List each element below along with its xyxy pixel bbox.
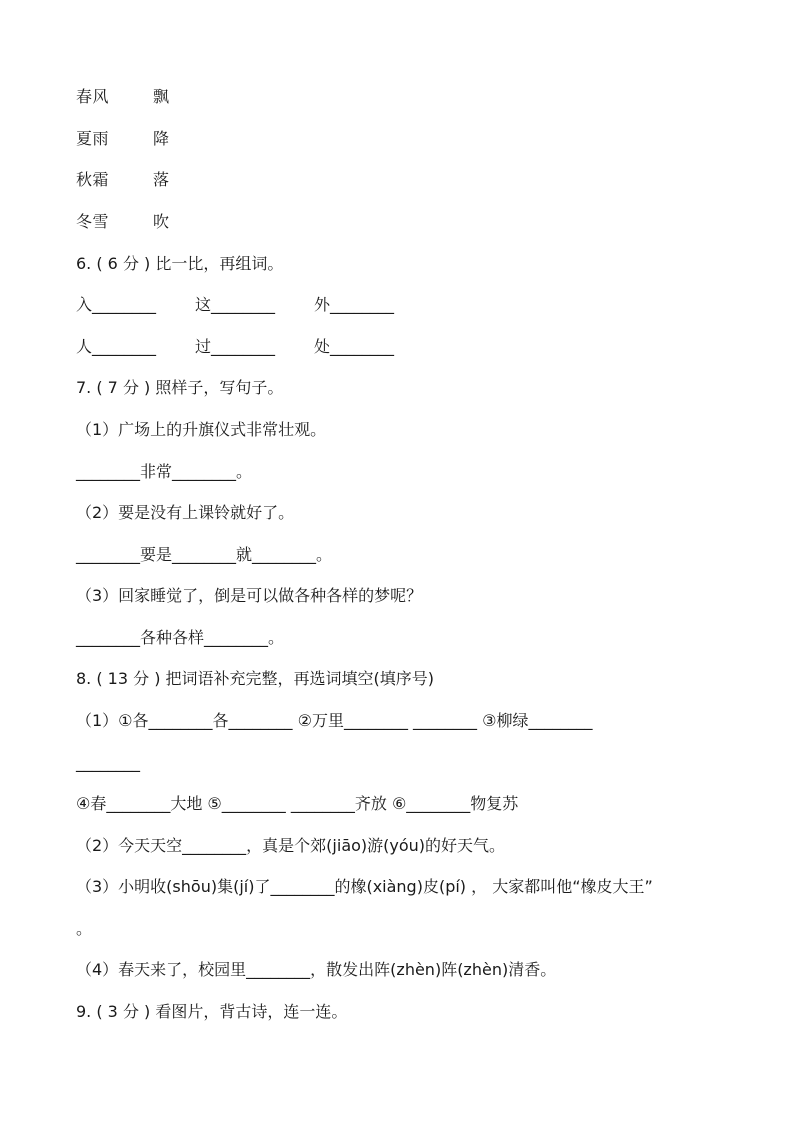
question-7-answer-line[interactable]: ________非常________。 <box>76 462 253 481</box>
question-6-row-2 <box>76 336 433 358</box>
match-row <box>76 211 170 233</box>
question-8-line[interactable]: （2）今天天空________，真是个郊(jiāo)游(yóu)的好天气。 <box>76 836 506 855</box>
match-verb: 吹 <box>153 212 170 231</box>
match-row <box>76 86 170 108</box>
fill-blank[interactable]: 人________ <box>76 337 157 356</box>
match-verb: 降 <box>153 129 170 148</box>
match-season: 冬雪 <box>76 212 110 231</box>
fill-blank[interactable]: 过________ <box>195 337 276 356</box>
match-season: 夏雨 <box>76 129 110 148</box>
question-7-answer-line[interactable]: ________要是________就________。 <box>76 545 333 564</box>
question-8-line[interactable]: （1）①各________各________ ②万里________ ________ ③柳绿________ <box>76 711 593 730</box>
match-season: 春风 <box>76 87 110 106</box>
question-8-line[interactable]: （4）春天来了，校园里________，散发出阵(zhèn)阵(zhèn)清香。 <box>76 960 557 979</box>
match-verb: 落 <box>153 170 170 189</box>
question-6-row-1 <box>76 294 433 316</box>
match-row <box>76 169 170 191</box>
question-8-line[interactable]: ④春________大地 ⑤________ ________齐放 ⑥________物复苏 <box>76 794 519 813</box>
question-8-line: 。 <box>76 919 93 938</box>
question-9-title: 9. ( 3 分 ) 看图片，背古诗，连一连。 <box>76 1002 348 1021</box>
question-7-example: （2）要是没有上课铃就好了。 <box>76 503 295 522</box>
question-8-title: 8. ( 13 分 ) 把词语补充完整，再选词填空(填序号) <box>76 669 435 688</box>
question-7-example: （3）回家睡觉了，倒是可以做各种各样的梦呢？ <box>76 586 423 605</box>
question-6-title: 6. ( 6 分 ) 比一比，再组词。 <box>76 254 284 273</box>
fill-blank[interactable]: 外________ <box>314 295 395 314</box>
match-season: 秋霜 <box>76 170 110 189</box>
question-8-line[interactable]: ________ <box>76 753 140 772</box>
question-7-example: （1）广场上的升旗仪式非常壮观。 <box>76 420 327 439</box>
fill-blank[interactable]: 入________ <box>76 295 157 314</box>
fill-blank[interactable]: 这________ <box>195 295 276 314</box>
match-row <box>76 128 170 150</box>
question-8-line[interactable]: （3）小明收(shōu)集(jí)了________的橡(xiàng)皮(pí) ， 大家都叫他“橡皮大王” <box>76 877 653 896</box>
match-verb: 飘 <box>153 87 170 106</box>
question-7-title: 7. ( 7 分 ) 照样子，写句子。 <box>76 378 284 397</box>
question-7-answer-line[interactable]: ________各种各样________。 <box>76 628 285 647</box>
fill-blank[interactable]: 处________ <box>314 337 395 356</box>
